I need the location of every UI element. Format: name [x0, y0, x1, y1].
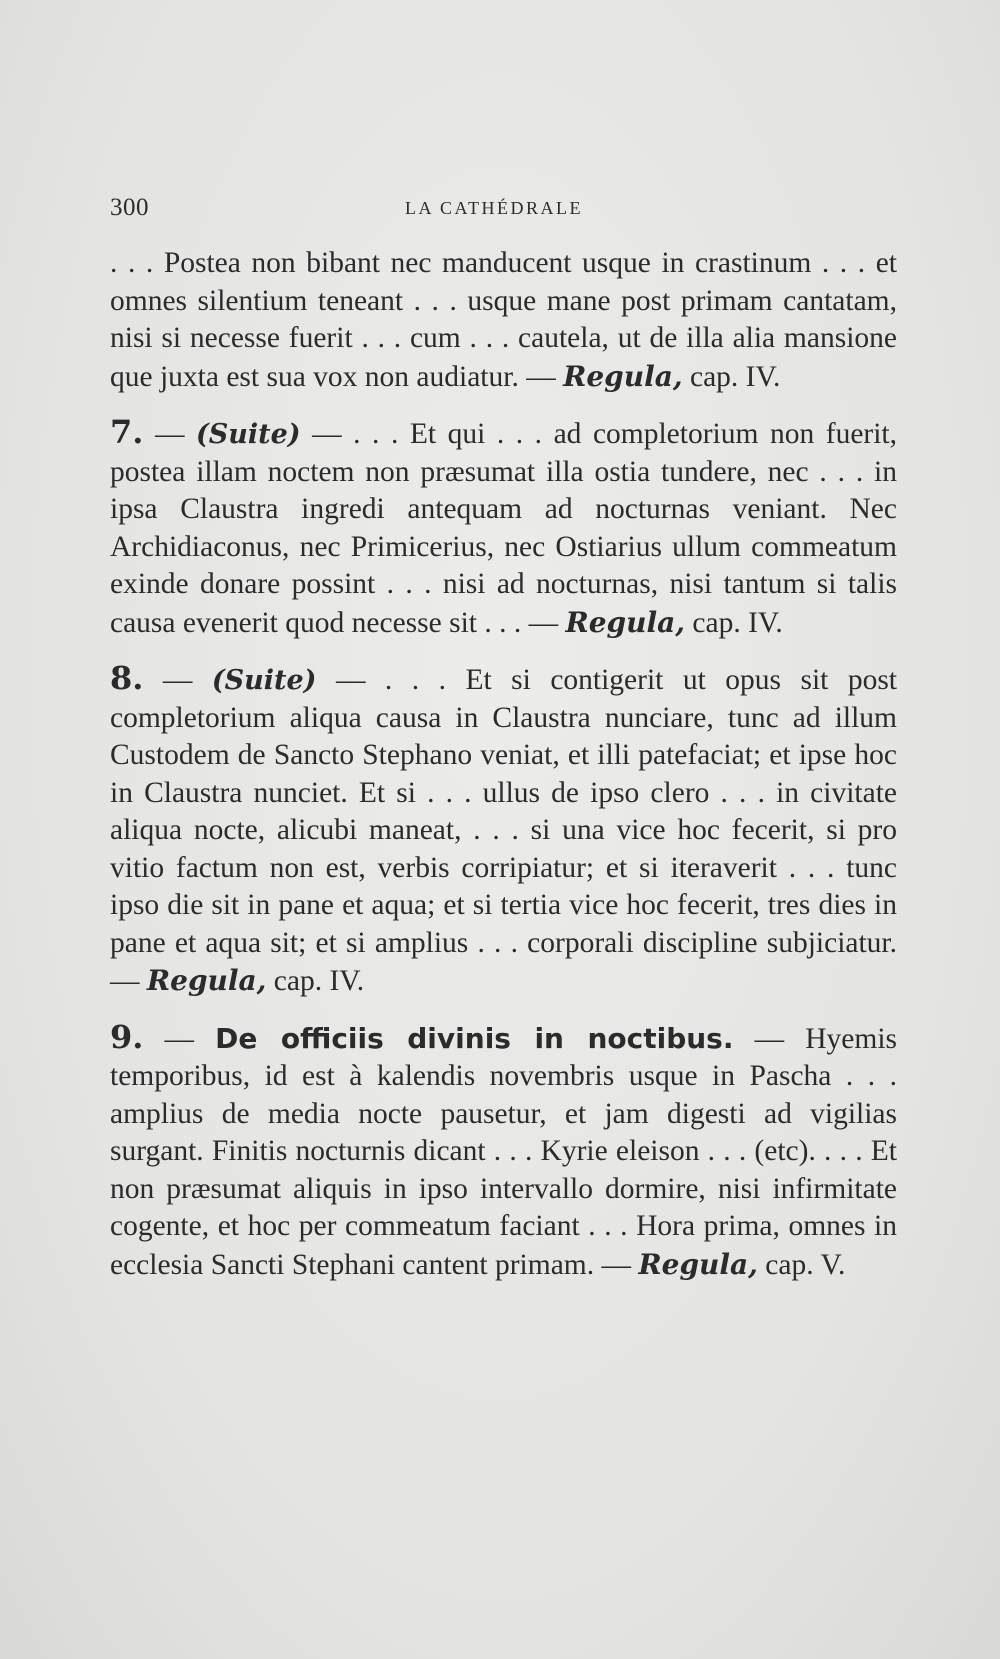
section-number: 8.: [110, 659, 144, 697]
paragraph-text: . . . Postea non bibant nec manducent usque in crastinum . . . et omnes silentium teneant . . . usque mane post primam cantatam, nisi si necesse fuerit . . . cum . . . cautela, ut de illa alia mansione que juxta est sua vox non audiatur. —: [110, 247, 897, 393]
dash: —: [143, 664, 212, 696]
source-citation: Regula,: [638, 1247, 758, 1281]
section-label: (Suite): [211, 665, 317, 696]
chapter-reference: cap. V.: [757, 1248, 846, 1281]
paragraph-text: — . . . Et si contigerit ut opus sit post completorium aliqua causa in Claustra nunciare, tunc ad illum Custodem de Sancto Stephano veniat, et illi patefaciat; et ipse hoc in Claustra nunciet. Et si . . . ullus de ipso clero . . . in civitate aliqua nocte, alicubi maneat, . . . si una vice hoc fecerit, si pro vitio factum non est, verbis corripiatur; et si iteraverit . . . tunc ipso die sit in pane et aqua; et si tertia vice hoc fecerit, tres dies in pane et aqua sit; et si amplius . . . corporali discipline subjiciatur. —: [110, 664, 898, 997]
chapter-reference: cap. IV.: [685, 606, 783, 639]
page-number: 300: [110, 194, 149, 221]
chapter-reference: cap. IV.: [682, 360, 781, 393]
paragraph-9: [110, 1019, 897, 1285]
paragraph-text: — Hyemis temporibus, id est à kalendis novembris usque in Pascha . . . amplius de media nocte pausetur, et jam digesti ad vigilias surgant. Finitis nocturnis dicant . . . Kyrie eleison . . . (etc). . . . Et non præsumat aliquis in ipso intervallo dormire, nisi infirmitate cogente, et hoc per commeatum faciant . . . Hora prima, omnes in ecclesia Sancti Stephani cantent primam. —: [110, 1022, 897, 1281]
paragraph-8: [110, 660, 897, 1001]
running-title: LA CATHÉDRALE: [405, 198, 583, 218]
source-citation: Regula,: [565, 605, 686, 639]
page-header: [110, 194, 900, 228]
paragraph-text: — . . . Et qui . . . ad completorium non fuerit, postea illam noctem non præsumat illa ostia tundere, nec . . . in ipsa Claustra ingredi antequam ad nocturnas veniant. Nec Archidiaconus, nec Primicerius, nec Ostiarius ullum commeatum exinde donare possint . . . nisi ad nocturnas, nisi tantum si talis causa evenerit quod necesse sit . . . —: [110, 418, 898, 639]
section-heading: De officiis divinis in noctibus.: [215, 1021, 734, 1055]
section-number: 9.: [110, 1017, 144, 1056]
section-number: 7.: [110, 413, 144, 451]
source-citation: Regula,: [563, 359, 683, 393]
dash: —: [143, 418, 196, 450]
body-text: [110, 245, 897, 1284]
paragraph-7: [110, 414, 897, 642]
dash: —: [143, 1022, 216, 1055]
section-label: (Suite): [195, 419, 301, 450]
source-citation: Regula,: [146, 964, 267, 997]
paragraph-intro: [110, 245, 897, 396]
chapter-reference: cap. IV.: [266, 965, 365, 997]
